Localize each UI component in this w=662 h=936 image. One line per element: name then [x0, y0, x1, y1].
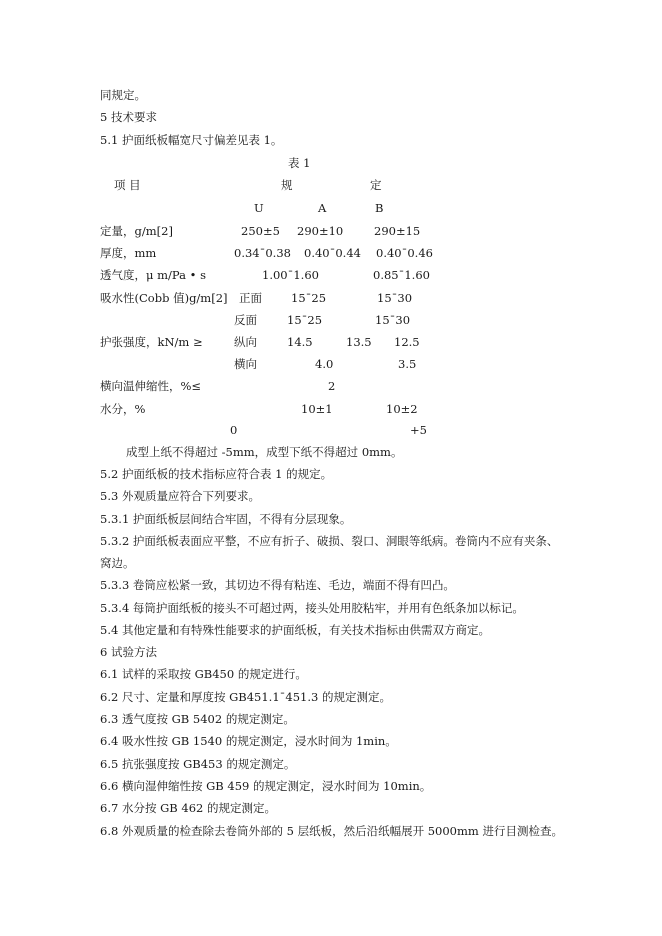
- paragraph-6-3: 6.3 透气度按 GB 5402 的规定测定。: [100, 712, 295, 726]
- row-label: 横向温伸缩性，%≤: [100, 379, 202, 393]
- row-label: 厚度，mm: [100, 246, 157, 260]
- paragraph-5-3-3: 5.3.3 卷筒应松紧一致，其切边不得有粘连、毛边，端面不得有凹凸。: [100, 578, 455, 592]
- paragraph-6-7: 6.7 水分按 GB 462 的规定测定。: [100, 801, 276, 815]
- cell-u: 0.34¯0.38: [234, 246, 291, 260]
- section-5-heading: 5 技术要求: [100, 110, 157, 124]
- cell-b: 15¯30: [377, 291, 413, 305]
- header-spec-right: 定: [370, 178, 382, 192]
- row-direction: 纵向: [234, 335, 257, 349]
- row-label: 护张强度，kN/m ≥: [100, 335, 203, 349]
- intro-line: 同规定。: [100, 88, 146, 102]
- cell-b: 290±15: [374, 224, 421, 238]
- row-side: 反面: [234, 313, 257, 327]
- cell-b: 0.85¯1.60: [373, 268, 430, 282]
- cell-b: 10±2: [386, 402, 418, 416]
- cell-b: 15¯30: [375, 313, 411, 327]
- row-direction: 横向: [234, 357, 257, 371]
- paragraph-6-6: 6.6 横向湿伸缩性按 GB 459 的规定测定，浸水时间为 10min。: [100, 779, 432, 793]
- row-side: 正面: [239, 291, 262, 305]
- paragraph-6-1: 6.1 试样的采取按 GB450 的规定进行。: [100, 667, 307, 681]
- grade-u: U: [254, 201, 264, 215]
- table-note: 成型上纸不得超过 -5mm，成型下纸不得超过 0mm。: [126, 445, 403, 459]
- row-label: 定量，g/m[2]: [100, 224, 173, 238]
- cell-u: 250±5: [241, 224, 280, 238]
- paragraph-6-2: 6.2 尺寸、定量和厚度按 GB451.1¯451.3 的规定测定。: [100, 690, 391, 704]
- paragraph-5-4: 5.4 其他定量和有特殊性能要求的护面纸板，有关技术指标由供需双方商定。: [100, 623, 490, 637]
- grade-a: A: [318, 201, 327, 215]
- header-item: 项 目: [114, 178, 141, 192]
- cell-ua: 1.00¯1.60: [262, 268, 319, 282]
- paragraph-6-8: 6.8 外观质量的检查除去卷筒外部的 5 层纸板，然后沿纸幅展开 5000mm 进行目测检查。: [100, 824, 563, 838]
- paragraph-5-1: 5.1 护面纸板幅宽尺寸偏差见表 1。: [100, 133, 283, 147]
- paragraph-5-2: 5.2 护面纸板的技术指标应符合表 1 的规定。: [100, 467, 333, 481]
- cell-b: 3.5: [398, 357, 417, 371]
- cell-a: 0.40¯0.44: [304, 246, 361, 260]
- cell-tolerance-low: 0: [230, 423, 238, 437]
- header-spec-left: 规: [281, 178, 293, 192]
- paragraph-5-3-2: 5.3.2 护面纸板表面应平整，不应有折子、破损、裂口、洞眼等纸病。卷筒内不应有夹条、窝边。: [100, 534, 559, 570]
- table-title: 表 1: [288, 156, 311, 170]
- cell-b: 0.40¯0.46: [376, 246, 433, 260]
- paragraph-5-3-1: 5.3.1 护面纸板层间结合牢固，不得有分层现象。: [100, 512, 352, 526]
- cell-all: 2: [328, 379, 336, 393]
- row-label: 水分，%: [100, 402, 146, 416]
- cell-a: 290±10: [297, 224, 344, 238]
- row-label: 透气度，μ m/Pa • s: [100, 268, 206, 282]
- cell-ua: 4.0: [315, 357, 334, 371]
- paragraph-5-3: 5.3 外观质量应符合下列要求。: [100, 489, 260, 503]
- row-label: 吸水性(Cobb 值)g/m[2]: [100, 291, 228, 305]
- paragraph-6-5: 6.5 抗张强度按 GB453 的规定测定。: [100, 757, 296, 771]
- cell-b: 12.5: [394, 335, 420, 349]
- cell-ua: 10±1: [301, 402, 333, 416]
- cell-ua: 15¯25: [287, 313, 323, 327]
- grade-b: B: [375, 201, 384, 215]
- cell-ua: 15¯25: [291, 291, 327, 305]
- cell-a: 13.5: [346, 335, 372, 349]
- paragraph-5-3-4: 5.3.4 每筒护面纸板的接头不可超过两，接头处用胶粘牢，并用有色纸条加以标记。: [100, 601, 524, 615]
- section-6-heading: 6 试验方法: [100, 645, 157, 659]
- cell-tolerance-high: +5: [410, 423, 427, 437]
- paragraph-6-4: 6.4 吸水性按 GB 1540 的规定测定，浸水时间为 1min。: [100, 734, 397, 748]
- cell-u: 14.5: [287, 335, 313, 349]
